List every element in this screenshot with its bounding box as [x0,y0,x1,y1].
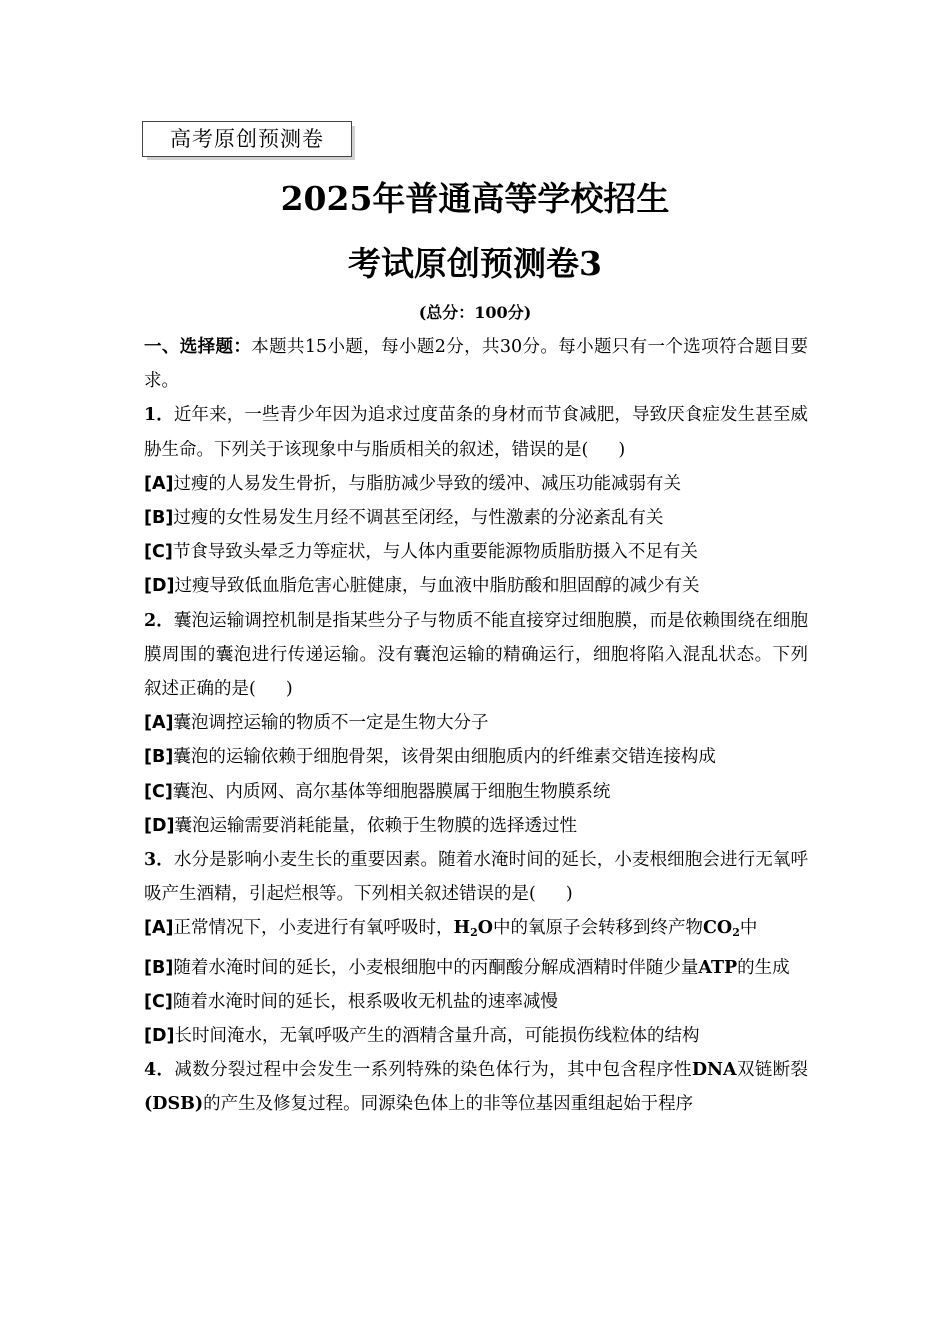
question-text: 水分是影响小麦生长的重要因素。随着水淹时间的延长，小麦根细胞会进行无氧呼吸产生酒精，引起烂根等。下列相关叙述错误的是( [144,850,808,905]
question-text-mid: 双链断裂 [736,1060,809,1081]
option-text: 囊泡的运输依赖于细胞骨架，该骨架由细胞质内的纤维素交错连接构成 [173,747,716,768]
badge [142,121,352,157]
question-2-option-a [144,706,808,740]
option-text: 囊泡、内质网、高尔基体等细胞器膜属于细胞生物膜系统 [172,781,611,802]
option-label: [A] [144,473,174,494]
exam-body [144,330,808,1122]
question-text: 囊泡运输调控机制是指某些分子与物质不能直接穿过细胞膜，而是依赖围绕在细胞膜周围的囊泡进行传递运输。没有囊泡运输的精确运行，细胞将陷入混乱状态。下列叙述正确的是( [144,610,808,700]
question-number: 1． [144,405,174,426]
option-text: 节食导致头晕乏力等症状，与人体内重要能源物质脂肪摄入不足有关 [172,542,698,563]
question-4-stem [144,1053,808,1121]
option-text-end: 中 [739,918,758,939]
option-text: 过瘦的人易发生骨折，与脂肪减少导致的缓冲、减压功能减弱有关 [173,473,682,494]
question-number: 2． [144,610,174,631]
badge-text: 高考原创预测卷 [170,127,324,151]
question-2-option-d [144,809,808,843]
total-score: (总分：100分) [418,303,532,322]
question-number: 3． [144,850,174,871]
option-label: [C] [144,542,173,563]
term-dsb: (DSB) [144,1094,204,1115]
question-3-option-d [144,1019,808,1053]
question-text-end: 的产生及修复过程。同源染色体上的非等位基因重组起始于程序 [203,1094,694,1115]
question-3-option-b [144,951,808,985]
question-2-stem [144,604,808,707]
option-label: [D] [144,1026,175,1047]
question-close: ) [565,884,573,905]
formula-atp: ATP [698,957,738,978]
option-text: 长时间淹水，无氧呼吸产生的酒精含量升高，可能损伤线粒体的结构 [174,1026,700,1047]
question-close: ) [285,679,293,700]
question-3-option-a [144,911,808,950]
formula-co: CO [703,918,733,939]
option-text: 过瘦的女性易发生月经不调甚至闭经，与性激素的分泌紊乱有关 [173,508,664,529]
formula-subscript: 2 [470,926,478,940]
question-3-option-c [144,985,808,1019]
question-1-option-c [144,535,808,569]
formula-h: H [453,918,471,939]
option-text-mid: 中的氧原子会转移到终产物 [493,918,703,939]
option-label: [C] [144,991,173,1012]
option-text: 囊泡运输需要消耗能量，依赖于生物膜的选择透过性 [174,815,578,836]
section-title: 一、选择题： [144,337,252,357]
option-label: [A] [144,713,174,734]
question-2-option-c [144,775,808,809]
option-label: [B] [144,957,174,978]
question-3-stem [144,843,808,911]
formula-o: O [477,918,493,939]
formula-subscript: 2 [732,926,740,940]
option-label: [D] [144,576,175,597]
option-text: 随着水淹时间的延长，小麦根细胞中的丙酮酸分解成酒精时伴随少量 [173,957,699,978]
term-dna: DNA [691,1060,737,1081]
option-text: 囊泡调控运输的物质不一定是生物大分子 [173,713,489,734]
title-line-1: 2025年普通高等学校招生 [280,179,670,218]
question-text: 近年来，一些青少年因为追求过度苗条的身材而节食减肥，导致厌食症发生甚至威胁生命。下列关于该现象中与脂质相关的叙述，错误的是( [144,405,808,460]
question-2-option-b [144,740,808,774]
question-close: ) [618,439,626,460]
option-label: [B] [144,747,174,768]
question-1-stem [144,398,808,466]
option-text: 正常情况下，小麦进行有氧呼吸时， [173,918,454,939]
option-label: [B] [144,508,174,529]
option-label: [A] [144,918,174,939]
section-heading [144,330,808,398]
question-1-option-d [144,569,808,603]
badge-box [142,121,352,157]
question-1-option-b [144,501,808,535]
question-number: 4． [144,1060,175,1081]
option-text-end: 的生成 [737,957,790,978]
option-label: [D] [144,815,175,836]
question-1-option-a [144,467,808,501]
option-text: 过瘦导致低血脂危害心脏健康，与血液中脂肪酸和胆固醇的减少有关 [174,576,700,597]
title-line-2: 考试原创预测卷3 [348,244,602,283]
question-text: 减数分裂过程中会发生一系列特殊的染色体行为，其中包含程序性 [174,1060,692,1081]
section-intro: 本题共15小题，每小题2分，共30分。每小题只有一个选项符合题目要求。 [144,337,809,392]
option-label: [C] [144,781,173,802]
option-text: 随着水淹时间的延长，根系吸收无机盐的速率减慢 [172,991,558,1012]
